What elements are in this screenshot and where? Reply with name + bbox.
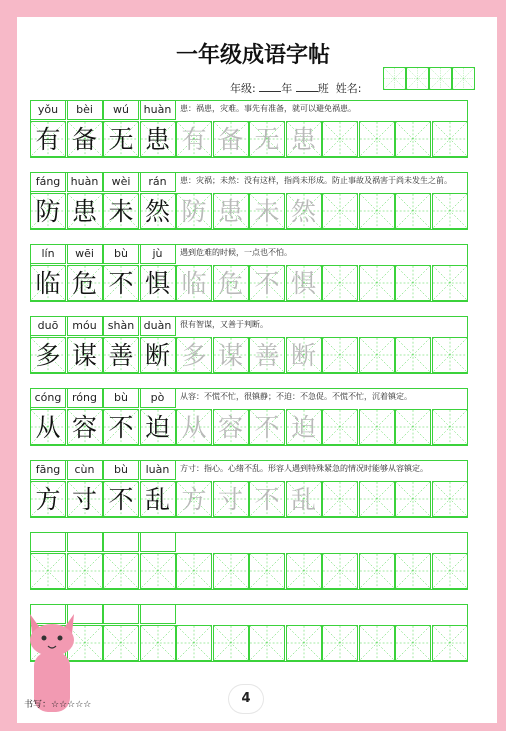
trace-cell[interactable] — [286, 337, 322, 373]
trace-cell[interactable] — [213, 481, 249, 517]
practice-cell[interactable] — [322, 625, 358, 661]
year-blank[interactable] — [259, 80, 281, 92]
pinyin-cell: róng — [67, 388, 103, 408]
writing-rating: 书写：☆☆☆☆☆ — [24, 700, 92, 710]
model-cell — [67, 337, 103, 373]
idiom-character: 谋 — [71, 340, 97, 370]
idiom-character: 寸 — [71, 484, 97, 514]
idiom-character: 不 — [108, 268, 134, 298]
trace-cell[interactable] — [176, 481, 212, 517]
practice-cell[interactable] — [30, 553, 66, 589]
idiom-character: 乱 — [144, 484, 170, 514]
practice-cell[interactable] — [103, 553, 139, 589]
practice-cell[interactable] — [432, 409, 468, 445]
idiom-character: 有 — [35, 124, 61, 154]
trace-character: 不 — [254, 412, 280, 442]
idiom-character: 未 — [108, 196, 134, 226]
idiom-meaning: 很有智谋，又善于判断。 — [180, 320, 268, 329]
trace-character: 危 — [217, 268, 243, 298]
idiom-character: 备 — [71, 124, 97, 154]
pinyin-cell — [30, 532, 66, 552]
trace-character: 多 — [181, 340, 207, 370]
trace-cell[interactable] — [213, 193, 249, 229]
pinyin-cell: duàn — [140, 316, 176, 336]
model-cell — [103, 337, 139, 373]
pinyin-cell — [103, 532, 139, 552]
idiom-character: 方 — [35, 484, 61, 514]
trace-character: 不 — [254, 484, 280, 514]
trace-cell[interactable] — [249, 121, 285, 157]
pinyin-cell — [67, 532, 103, 552]
trace-cell[interactable] — [286, 121, 322, 157]
model-cell — [103, 481, 139, 517]
idiom-character: 防 — [35, 196, 61, 226]
model-cell — [30, 481, 66, 517]
trace-character: 不 — [254, 268, 280, 298]
student-info-line — [230, 80, 361, 96]
model-cell — [140, 265, 176, 301]
trace-cell[interactable] — [249, 337, 285, 373]
name-grid[interactable] — [383, 67, 475, 90]
idiom-character: 无 — [108, 124, 134, 154]
pinyin-cell: cóng — [30, 388, 66, 408]
idiom-meaning: 患：灾祸；未然：没有这样，指尚未形成。防止事故及祸害于尚未发生之前。 — [180, 176, 452, 185]
pinyin-cell: bù — [103, 244, 139, 264]
pinyin-cell: bèi — [67, 100, 103, 120]
idiom-meaning: 遇到危难的时候，一点也不怕。 — [180, 248, 292, 257]
practice-cell[interactable] — [395, 409, 431, 445]
page-title: 一年级成语字帖 — [175, 42, 330, 68]
practice-cell[interactable] — [432, 553, 468, 589]
trace-cell[interactable] — [176, 337, 212, 373]
trace-cell[interactable] — [176, 121, 212, 157]
model-cell — [30, 337, 66, 373]
trace-cell[interactable] — [286, 481, 322, 517]
idiom-character: 从 — [35, 412, 61, 442]
trace-cell[interactable] — [176, 409, 212, 445]
trace-character: 谋 — [217, 340, 243, 370]
trace-cell[interactable] — [176, 265, 212, 301]
practice-cell[interactable] — [395, 121, 431, 157]
practice-cell[interactable] — [286, 625, 322, 661]
pinyin-cell: wú — [103, 100, 139, 120]
practice-cell[interactable] — [140, 553, 176, 589]
pinyin-cell: huàn — [67, 172, 103, 192]
trace-character: 患 — [217, 196, 243, 226]
practice-cell[interactable] — [140, 625, 176, 661]
idiom-character: 不 — [108, 484, 134, 514]
practice-cell[interactable] — [322, 193, 358, 229]
trace-character: 未 — [254, 196, 280, 226]
pinyin-cell — [103, 604, 139, 624]
pinyin-cell: wēi — [67, 244, 103, 264]
trace-cell[interactable] — [249, 265, 285, 301]
practice-cell[interactable] — [359, 481, 395, 517]
practice-cell[interactable] — [359, 121, 395, 157]
pinyin-cell: shàn — [103, 316, 139, 336]
trace-cell[interactable] — [286, 193, 322, 229]
model-cell — [67, 193, 103, 229]
practice-cell[interactable] — [67, 553, 103, 589]
pinyin-cell: pò — [140, 388, 176, 408]
practice-cell[interactable] — [432, 337, 468, 373]
page-number: 4 — [229, 685, 263, 713]
practice-cell[interactable] — [322, 265, 358, 301]
model-cell — [67, 121, 103, 157]
idiom-character: 患 — [144, 124, 170, 154]
idiom-character: 多 — [35, 340, 61, 370]
practice-cell[interactable] — [359, 625, 395, 661]
model-cell — [67, 481, 103, 517]
idiom-character: 善 — [108, 340, 134, 370]
model-cell — [30, 193, 66, 229]
trace-cell[interactable] — [176, 193, 212, 229]
practice-cell[interactable] — [432, 481, 468, 517]
trace-character: 善 — [254, 340, 280, 370]
model-cell — [140, 121, 176, 157]
practice-cell[interactable] — [322, 121, 358, 157]
model-cell — [140, 481, 176, 517]
practice-cell[interactable] — [359, 337, 395, 373]
trace-cell[interactable] — [213, 121, 249, 157]
practice-cell[interactable] — [395, 553, 431, 589]
pinyin-cell: bù — [103, 388, 139, 408]
trace-character: 防 — [181, 196, 207, 226]
trace-cell[interactable] — [249, 481, 285, 517]
model-cell — [103, 193, 139, 229]
model-cell — [30, 409, 66, 445]
model-cell — [103, 409, 139, 445]
idiom-character: 断 — [144, 340, 170, 370]
trace-character: 患 — [290, 124, 316, 154]
idiom-character: 危 — [71, 268, 97, 298]
practice-cell[interactable] — [395, 625, 431, 661]
model-cell — [67, 265, 103, 301]
pinyin-cell: móu — [67, 316, 103, 336]
model-cell — [140, 193, 176, 229]
trace-character: 备 — [217, 124, 243, 154]
pinyin-cell: wèi — [103, 172, 139, 192]
pinyin-cell — [140, 532, 176, 552]
practice-cell[interactable] — [103, 625, 139, 661]
name-cell[interactable] — [406, 67, 429, 90]
trace-character: 寸 — [217, 484, 243, 514]
trace-character: 从 — [181, 412, 207, 442]
name-cell[interactable] — [452, 67, 475, 90]
idiom-character: 然 — [144, 196, 170, 226]
idiom-character: 容 — [71, 412, 97, 442]
name-label: 姓名: — [335, 82, 362, 95]
pinyin-cell: rán — [140, 172, 176, 192]
trace-cell[interactable] — [213, 337, 249, 373]
practice-cell[interactable] — [322, 409, 358, 445]
practice-cell[interactable] — [176, 553, 212, 589]
idiom-meaning: 患：祸患，灾难。事先有准备，就可以避免祸患。 — [180, 104, 356, 113]
pinyin-cell: jù — [140, 244, 176, 264]
trace-character: 然 — [290, 196, 316, 226]
trace-cell[interactable] — [286, 265, 322, 301]
name-cell[interactable] — [383, 67, 406, 90]
idiom-character: 不 — [108, 412, 134, 442]
practice-cell[interactable] — [322, 481, 358, 517]
trace-cell[interactable] — [249, 409, 285, 445]
pinyin-cell: cùn — [67, 460, 103, 480]
idiom-character: 临 — [35, 268, 61, 298]
practice-cell[interactable] — [395, 193, 431, 229]
trace-character: 无 — [254, 124, 280, 154]
practice-cell[interactable] — [249, 625, 285, 661]
practice-cell[interactable] — [432, 193, 468, 229]
practice-cell[interactable] — [322, 337, 358, 373]
trace-character: 迫 — [290, 412, 316, 442]
practice-cell[interactable] — [359, 553, 395, 589]
class-blank[interactable] — [296, 80, 318, 92]
pinyin-cell: yǒu — [30, 100, 66, 120]
practice-cell[interactable] — [176, 625, 212, 661]
trace-character: 容 — [217, 412, 243, 442]
trace-character: 方 — [181, 484, 207, 514]
practice-cell[interactable] — [322, 553, 358, 589]
model-cell — [103, 121, 139, 157]
idiom-character: 患 — [71, 196, 97, 226]
model-cell — [30, 265, 66, 301]
practice-cell[interactable] — [432, 121, 468, 157]
model-cell — [67, 409, 103, 445]
practice-cell[interactable] — [395, 481, 431, 517]
practice-cell[interactable] — [359, 409, 395, 445]
trace-cell[interactable] — [286, 409, 322, 445]
trace-character: 断 — [290, 340, 316, 370]
pinyin-cell: fáng — [30, 172, 66, 192]
pinyin-cell: lín — [30, 244, 66, 264]
pinyin-cell: luàn — [140, 460, 176, 480]
idiom-character: 迫 — [144, 412, 170, 442]
model-cell — [30, 121, 66, 157]
name-cell[interactable] — [429, 67, 452, 90]
trace-character: 临 — [181, 268, 207, 298]
grade-label: 年级: — [230, 82, 256, 95]
practice-cell[interactable] — [286, 553, 322, 589]
trace-character: 惧 — [290, 268, 316, 298]
model-cell — [140, 337, 176, 373]
pinyin-cell: huàn — [140, 100, 176, 120]
trace-cell[interactable] — [249, 193, 285, 229]
idiom-meaning: 从容：不慌不忙，很镇静；不迫：不急促。不慌不忙，沉着镇定。 — [180, 392, 412, 401]
class-label: 班 — [317, 82, 329, 95]
model-cell — [103, 265, 139, 301]
practice-cell[interactable] — [359, 265, 395, 301]
practice-cell[interactable] — [395, 265, 431, 301]
practice-cell[interactable] — [359, 193, 395, 229]
trace-character: 乱 — [290, 484, 316, 514]
pinyin-cell: bù — [103, 460, 139, 480]
practice-cell[interactable] — [432, 625, 468, 661]
idiom-meaning: 方寸：指心。心绪不乱。形容人遇到特殊紧急的情况时能够从容镇定。 — [180, 464, 428, 473]
pinyin-cell: fāng — [30, 460, 66, 480]
pinyin-cell — [140, 604, 176, 624]
pinyin-cell: duō — [30, 316, 66, 336]
trace-cell[interactable] — [213, 265, 249, 301]
practice-cell[interactable] — [249, 553, 285, 589]
trace-cell[interactable] — [213, 409, 249, 445]
year-label: 年 — [281, 82, 293, 95]
idiom-character: 惧 — [144, 268, 170, 298]
model-cell — [140, 409, 176, 445]
practice-cell[interactable] — [213, 625, 249, 661]
practice-cell[interactable] — [432, 265, 468, 301]
practice-cell[interactable] — [213, 553, 249, 589]
practice-cell[interactable] — [395, 337, 431, 373]
trace-character: 有 — [181, 124, 207, 154]
